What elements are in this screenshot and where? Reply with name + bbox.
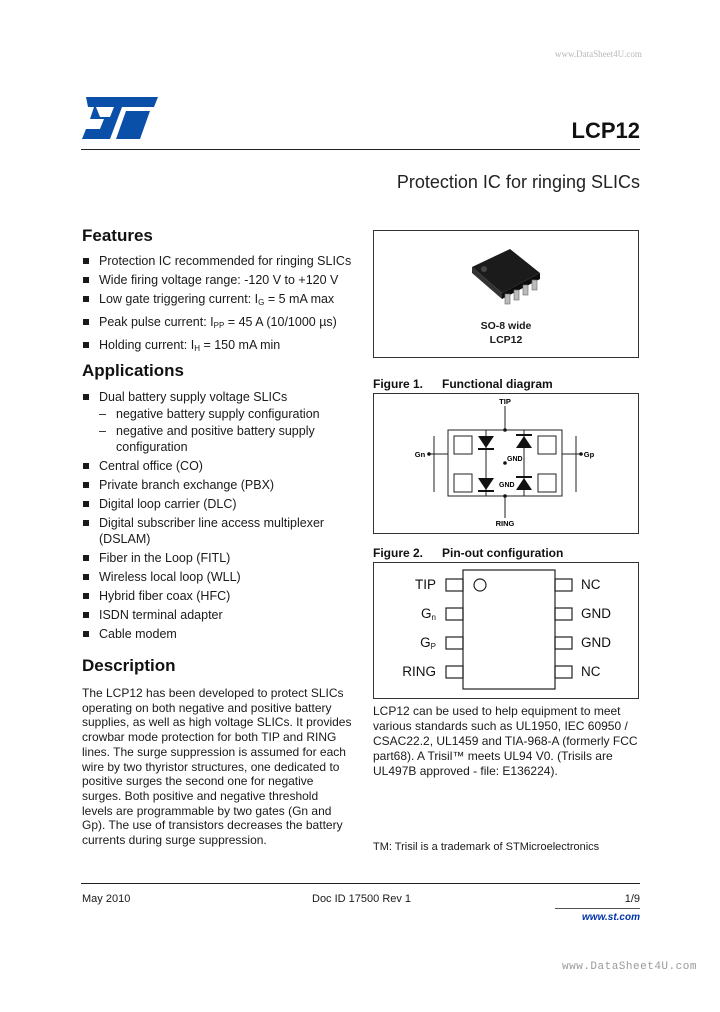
feature-item: Wide firing voltage range: -120 V to +120 V xyxy=(82,272,352,288)
gn-label: Gn xyxy=(414,450,426,459)
application-item: Fiber in the Loop (FITL) xyxy=(82,550,352,566)
pin-label-gnd-1: GND xyxy=(581,606,611,621)
footer-url-rule xyxy=(555,908,640,909)
application-item: Wireless local loop (WLL) xyxy=(82,569,352,585)
st-logo xyxy=(80,93,160,145)
pin-label-gnd-2: GND xyxy=(581,635,611,650)
package-part: LCP12 xyxy=(489,334,523,346)
doc-subtitle: Protection IC for ringing SLICs xyxy=(396,172,640,192)
feature-item: Protection IC recommended for ringing SLICs xyxy=(82,253,352,269)
application-item: Digital loop carrier (DLC) xyxy=(82,496,352,512)
standards-text: LCP12 can be used to help equipment to meet various standards such as UL1950, IEC 60950 / CSAC22.2, UL1459 and TIA-968-A (formerly FCC part68). A Trisil™ meets UL94 V0. (Trisils are UL497B approved - file: E136224). xyxy=(373,704,638,778)
watermark-bottom: www.DataSheet4U.com xyxy=(562,961,697,973)
footer-rule xyxy=(81,883,640,884)
feature-item: Peak pulse current: $I_{PP} = 45$ A (10/1000 µs) xyxy=(82,314,352,334)
pin-label-gp: $G_P$ xyxy=(420,635,436,651)
watermark-top: www.DataSheet4U.com xyxy=(555,49,642,59)
functional-diagram xyxy=(373,393,639,534)
header-rule xyxy=(81,149,640,150)
figure1-caption: Figure 1. Functional diagram xyxy=(373,377,553,391)
trademark-note: TM: Trisil is a trademark of STMicroelectronics xyxy=(373,841,600,853)
application-subitem: – negative and positive battery supply configuration xyxy=(99,423,352,455)
gp-label: Gp xyxy=(583,450,595,459)
figure2-caption: Figure 2. Pin-out configuration xyxy=(373,546,564,560)
footer-page: 1/9 xyxy=(624,893,640,905)
applications-list xyxy=(82,389,352,645)
gnd-label-bottom: GND xyxy=(499,482,515,489)
gnd-label-top: GND xyxy=(507,456,523,463)
package-name: SO-8 wide xyxy=(480,320,532,332)
footer-url-link[interactable]: www.st.com xyxy=(582,912,640,923)
footer-doc-id: Doc ID 17500 Rev 1 xyxy=(312,893,412,905)
features-list xyxy=(82,253,352,360)
application-subitem: – negative battery supply configuration xyxy=(99,406,352,422)
functional-diagram-svg xyxy=(374,394,638,533)
application-item: Digital subscriber line access multiplexer (DSLAM) xyxy=(82,515,352,547)
application-item: Hybrid fiber coax (HFC) xyxy=(82,588,352,604)
application-item: Cable modem xyxy=(82,626,352,642)
application-item: ISDN terminal adapter xyxy=(82,607,352,623)
so8-package-image xyxy=(462,243,552,313)
application-item: Private branch exchange (PBX) xyxy=(82,477,352,493)
description-heading: Description xyxy=(82,656,176,675)
features-heading: Features xyxy=(82,226,153,245)
part-number: LCP12 xyxy=(571,118,640,143)
applications-heading: Applications xyxy=(82,361,185,380)
tip-label: TIP xyxy=(499,397,511,406)
feature-item: Holding current: $I_H = 150$ mA min xyxy=(82,337,352,357)
pin-label-nc-top: NC xyxy=(581,577,601,592)
package-box xyxy=(373,230,639,358)
pin-label-nc-bottom: NC xyxy=(581,664,601,679)
pin-label-tip: TIP xyxy=(414,577,436,592)
footer-date: May 2010 xyxy=(82,893,131,905)
pin-label-gn: $G_n$ xyxy=(421,606,436,622)
pin-label-ring: RING xyxy=(402,664,436,679)
pinout-diagram xyxy=(373,562,639,699)
ring-label: RING xyxy=(495,519,515,528)
application-item: Central office (CO) xyxy=(82,458,352,474)
application-item: Dual battery supply voltage SLICs – negative battery supply configuration – negative and positive battery supply configuration xyxy=(82,389,352,455)
feature-item: Low gate triggering current: $I_G = 5$ mA max xyxy=(82,291,352,311)
description-text: The LCP12 has been developed to protect SLICs operating on both negative and positive battery supplies, as well as high voltage SLICs. It provides crowbar mode protection for both TIP and RING lines. The surge suppression is assumed for each wire by two thyristor structures, one dedicated to positive surges the second one for negative surges. Both positive and negative threshold levels are programmable by two gates (Gn and Gp). The use of transistors decreases the battery currents during surge suppression. xyxy=(82,686,352,848)
